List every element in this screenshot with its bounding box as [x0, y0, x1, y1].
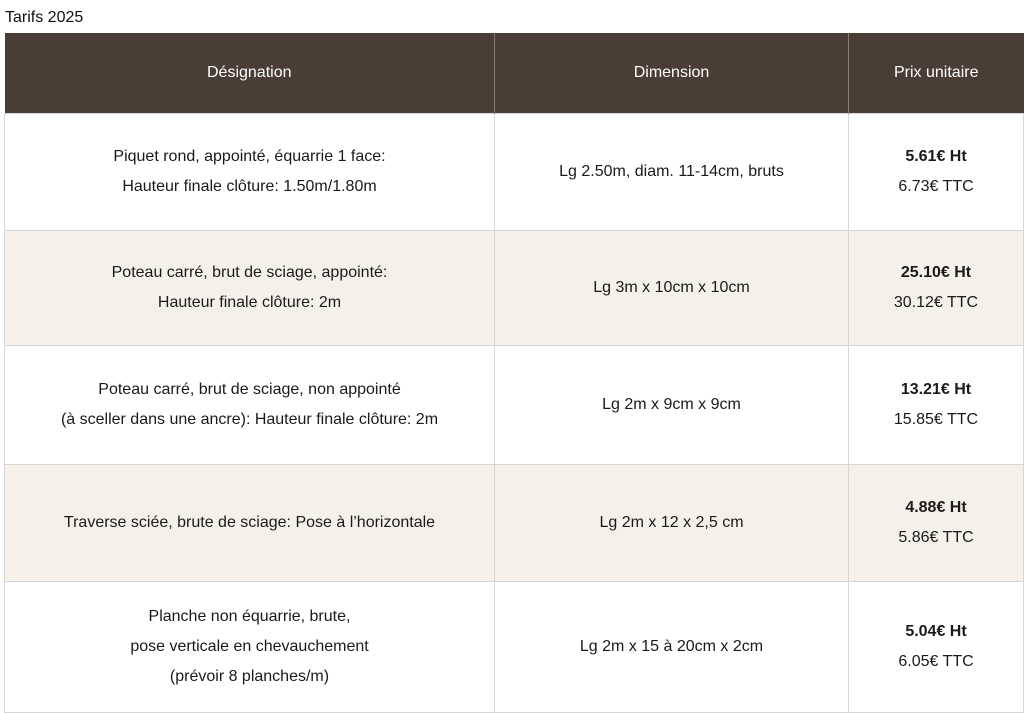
table-row — [5, 346, 1024, 465]
price-ttc: 5.86€ TTC — [898, 529, 974, 546]
designation-line: Poteau carré, brut de sciage, non appointé — [98, 381, 401, 398]
dimension-cell: Lg 3m x 10cm x 10cm — [495, 231, 849, 346]
dimension-cell: Lg 2.50m, diam. 11-14cm, bruts — [495, 114, 849, 231]
price-ht: 13.21€ Ht — [900, 381, 972, 398]
designation-line: Traverse sciée, brute de sciage: Pose à l’horizontale — [63, 514, 436, 531]
price-cell — [849, 231, 1024, 346]
price-ht: 25.10€ Ht — [900, 264, 972, 281]
price-ht: 5.61€ Ht — [905, 148, 967, 165]
price-cell — [849, 582, 1024, 713]
designation-line: Poteau carré, brut de sciage, appointé: — [111, 264, 388, 281]
price-ht: 5.04€ Ht — [905, 623, 967, 640]
designation-line: Planche non équarrie, brute, — [148, 608, 351, 625]
column-header-price: Prix unitaire — [849, 33, 1024, 114]
designation-line: Hauteur finale clôture: 2m — [157, 294, 342, 311]
table-row — [5, 582, 1024, 713]
designation-cell — [5, 231, 495, 346]
price-ht: 4.88€ Ht — [905, 499, 967, 516]
table-row — [5, 114, 1024, 231]
designation-line: Piquet rond, appointé, équarrie 1 face: — [113, 148, 386, 165]
designation-cell — [5, 465, 495, 582]
designation-cell — [5, 346, 495, 465]
designation-cell — [5, 582, 495, 713]
column-header-dimension: Dimension — [495, 33, 849, 114]
table-row — [5, 465, 1024, 582]
column-header-designation: Désignation — [5, 33, 495, 114]
price-cell — [849, 465, 1024, 582]
price-cell — [849, 114, 1024, 231]
dimension-cell: Lg 2m x 12 x 2,5 cm — [495, 465, 849, 582]
page-title: Tarifs 2025 — [5, 9, 84, 26]
price-ttc: 6.05€ TTC — [898, 653, 974, 670]
price-cell — [849, 346, 1024, 465]
dimension-cell: Lg 2m x 15 à 20cm x 2cm — [495, 582, 849, 713]
dimension-cell: Lg 2m x 9cm x 9cm — [495, 346, 849, 465]
table-row — [5, 231, 1024, 346]
designation-line: pose verticale en chevauchement — [130, 638, 369, 655]
designation-line: (à sceller dans une ancre): Hauteur finale clôture: 2m — [60, 411, 439, 428]
designation-line: (prévoir 8 planches/m) — [169, 668, 330, 685]
price-table — [4, 33, 1024, 713]
price-ttc: 6.73€ TTC — [898, 178, 974, 195]
price-ttc: 15.85€ TTC — [893, 411, 979, 428]
designation-line: Hauteur finale clôture: 1.50m/1.80m — [122, 178, 377, 195]
table-header-row — [5, 33, 1024, 114]
designation-cell — [5, 114, 495, 231]
price-ttc: 30.12€ TTC — [893, 294, 979, 311]
